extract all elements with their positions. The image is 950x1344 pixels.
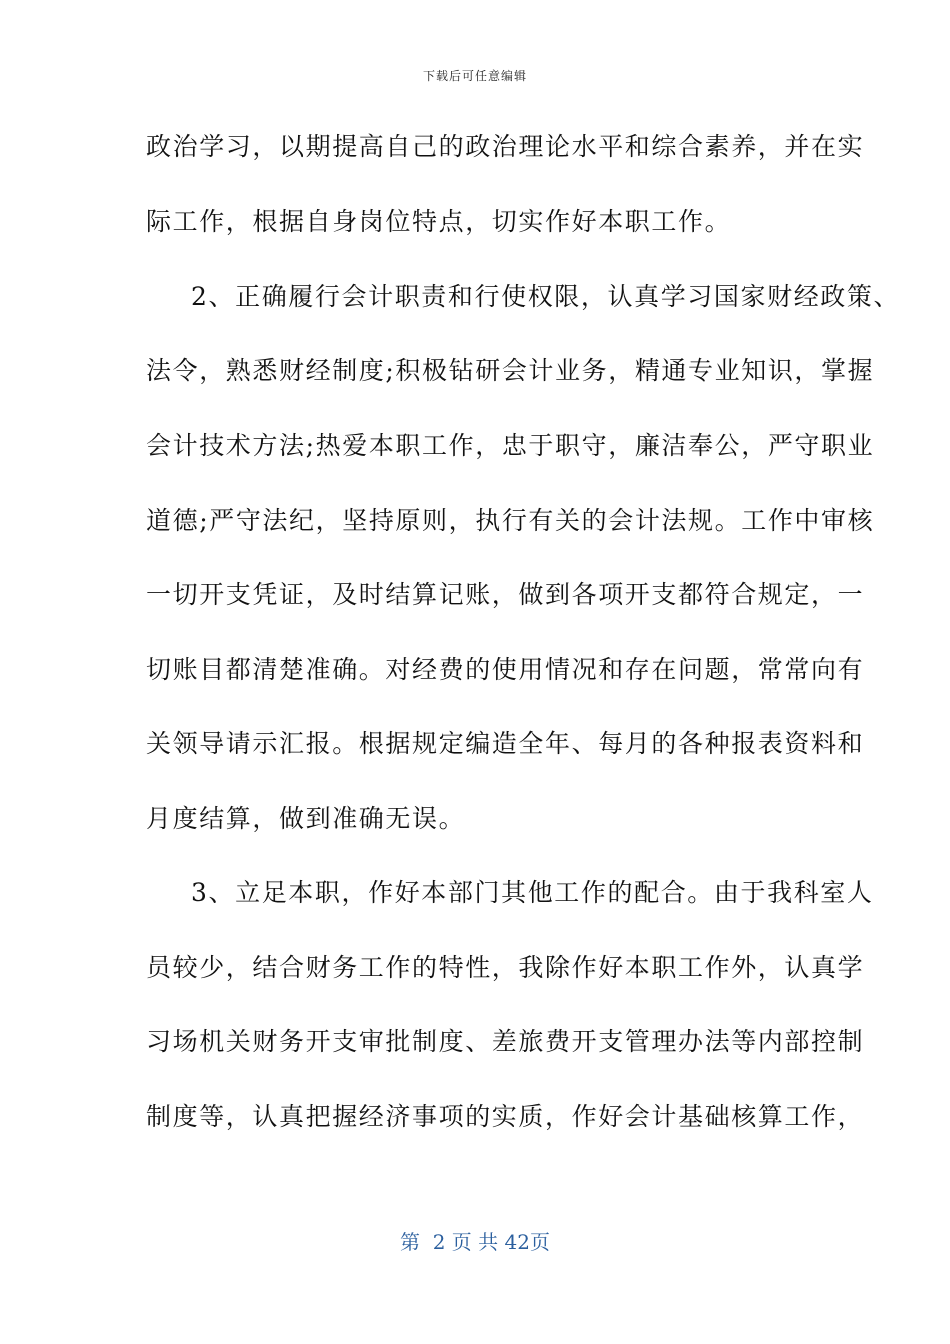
body-line: 制度等，认真把握经济事项的实质，作好会计基础核算工作， xyxy=(146,1102,865,1131)
body-line: 2、正确履行会计职责和行使权限，认真学习国家财经政策、 xyxy=(191,282,901,311)
body-line: 法令，熟悉财经制度;积极钻研会计业务，精通专业知识，掌握 xyxy=(146,356,875,385)
page-header: 下载后可任意编辑 xyxy=(422,69,527,83)
body-line: 会计技术方法;热爱本职工作，忠于职守，廉洁奉公，严守职业 xyxy=(146,431,875,460)
page-number-footer: 第 2 页 共 42页 xyxy=(400,1230,550,1254)
body-line: 关领导请示汇报。根据规定编造全年、每月的各种报表资料和 xyxy=(146,729,865,758)
body-line: 习场机关财务开支审批制度、差旅费开支管理办法等内部控制 xyxy=(146,1027,865,1056)
body-line: 月度结算，做到准确无误。 xyxy=(146,804,466,833)
body-line: 员较少，结合财务工作的特性，我除作好本职工作外，认真学 xyxy=(146,953,865,982)
body-line: 切账目都清楚准确。对经费的使用情况和存在问题，常常向有 xyxy=(146,655,865,684)
body-line: 道德;严守法纪，坚持原则，执行有关的会计法规。工作中审核 xyxy=(146,506,875,535)
body-line: 政治学习，以期提高自己的政治理论水平和综合素养，并在实 xyxy=(146,132,865,161)
body-line: 际工作，根据自身岗位特点，切实作好本职工作。 xyxy=(146,207,732,236)
body-line: 3、立足本职，作好本部门其他工作的配合。由于我科室人 xyxy=(191,878,874,907)
body-line: 一切开支凭证，及时结算记账，做到各项开支都符合规定，一 xyxy=(146,580,865,609)
